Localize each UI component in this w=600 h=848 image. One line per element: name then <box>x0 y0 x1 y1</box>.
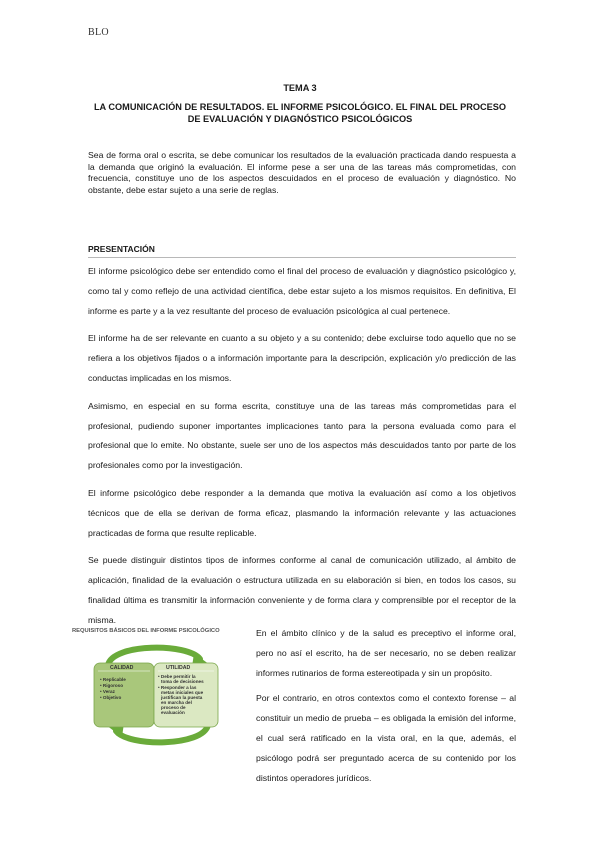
utility-item: justifican la puesta <box>161 695 203 700</box>
paragraph: El informe psicológico debe ser entendido como el final del proceso de evaluación y diagnóstico psicológico y, como tal y como reflejo de una actividad científica, debe estar sujeto a los mismos requisitos. En definitiva, El informe es parte y a la vez resultante del proceso de evaluación psicológica al cual pertenece. <box>88 266 516 316</box>
quality-item: • Objetivo <box>100 695 122 700</box>
quality-item: • Veraz <box>100 689 115 694</box>
intro-paragraph: Sea de forma oral o escrita, se debe comunicar los resultados de la evaluación practicada dando respuesta a la demanda que originó la evaluación. El informe pese a ser una de las tareas más comprometidas, con frecuencia, constituye uno de los aspectos descuidados en el proceso de evaluación y diagnóstico. No obstante, debe estar sujeto a una serie de reglas. <box>88 150 516 195</box>
paragraph: En el ámbito clínico y de la salud es preceptivo el informe oral, pero no así el escrito, ha de ser necesario, no se deben realizar informes rutinarios de forma estereotipada y sin un propósito. <box>256 628 516 678</box>
utility-item: proceso de <box>161 705 186 710</box>
paragraph: El informe psicológico debe responder a la demanda que motiva la evaluación así como a los objetivos técnicos que de ella se derivan de forma eficaz, plasmando la información relevante y las actuaciones practicadas de forma que resulte replicable. <box>88 487 516 538</box>
cycle-arrow-bottom <box>116 725 208 742</box>
quality-item: • Replicable <box>100 677 126 682</box>
paragraph: Se puede distinguir distintos tipos de informes conforme al canal de comunicación utilizado, al ámbito de aplicación, finalidad de la evaluación o estructura utilizada en su elaboración si bien, en todos los casos, su finalidad última es transmitir la información conveniente y de forma clara y comprensible por el receptor de la misma. <box>88 555 516 625</box>
quality-heading: CALIDAD <box>110 665 134 671</box>
body-paragraphs <box>88 262 516 631</box>
title-line-2: DE EVALUACIÓN Y DIAGNÓSTICO PSICOLÓGICOS <box>187 114 413 124</box>
utility-item: metas iniciales que <box>161 690 204 695</box>
paragraph: El informe ha de ser relevante en cuanto a su objeto y a su contenido; debe excluirse todo aquello que no se refiera a los objetivos fijados o a información importante para la descripción, explicación y/o predicción de las conductas implicadas en los mismos. <box>88 333 516 383</box>
requirements-diagram <box>68 625 248 750</box>
utility-item: toma de decisiones <box>161 679 204 684</box>
utility-heading: UTILIDAD <box>166 665 191 671</box>
paragraph: Asimismo, en especial en su forma escrita, constituye una de las tareas más comprometidas para el profesional, pudiendo suponer importantes implicaciones tanto para la persona evaluada como para el profesional que lo emite. No obstante, suele ser uno de los aspectos más descuidados tanto por parte de los profesionales como por la investigación. <box>88 400 516 471</box>
cycle-arrow-top <box>108 648 200 665</box>
header-code: BLO <box>88 27 109 38</box>
paragraph: Por el contrario, en otros contextos como el contexto forense – al constituir un medio de prueba – es obligada la emisión del informe, el cual será ratificado en la vista oral, en la que, además, el psicólogo podrá ser preguntado acerca de su contenido por los distintos operadores jurídicos. <box>256 693 516 783</box>
title-line-1: LA COMUNICACIÓN DE RESULTADOS. EL INFORME PSICOLÓGICO. EL FINAL DEL PROCESO <box>93 101 507 112</box>
quality-item: • Rigoroso <box>100 683 124 688</box>
requirements-figure <box>68 625 248 750</box>
utility-item: • Responder a las <box>158 685 197 690</box>
figure-title: REQUISITOS BÁSICOS DEL INFORME PSICOLÓGICO <box>72 628 220 634</box>
section-heading: PRESENTACIÓN <box>88 244 516 258</box>
side-paragraphs <box>256 624 516 794</box>
utility-item: evaluación <box>161 710 185 715</box>
topic-number: TEMA 3 <box>283 83 317 93</box>
utility-item: en marcha del <box>161 700 192 705</box>
utility-item: • Debe permitir la <box>158 674 196 679</box>
title-block <box>70 82 530 126</box>
